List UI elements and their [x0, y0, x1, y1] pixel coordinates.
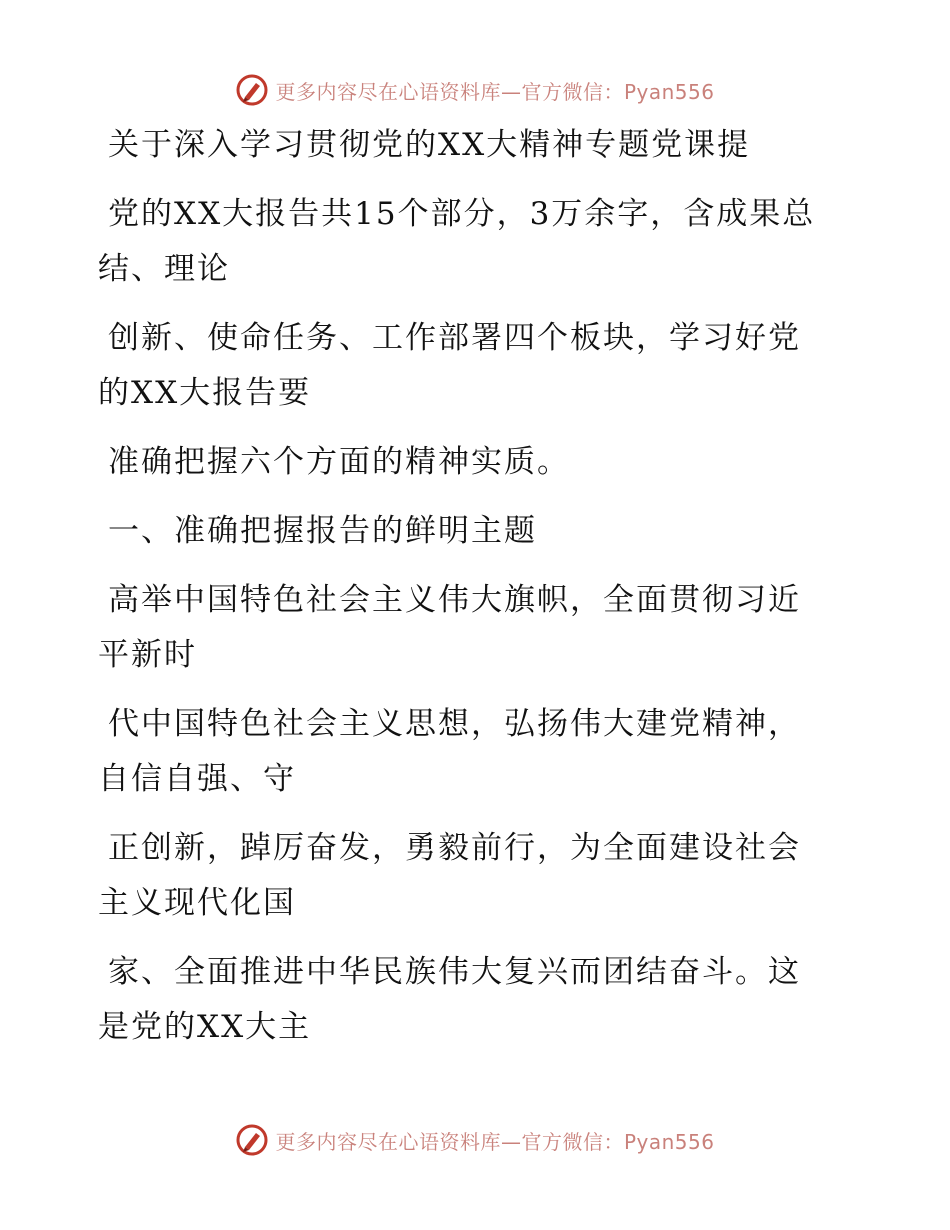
header-watermark — [0, 70, 950, 110]
paragraph-3 — [98, 435, 858, 490]
watermark-text: 更多内容尽在心语资料库—官方微信：Pyan556 — [275, 79, 715, 104]
paragraph-line: 家、全面推进中华民族伟大复兴而团结奋斗。这 — [108, 954, 801, 990]
paragraph-line: 平新时 — [98, 637, 197, 673]
paragraph-8 — [98, 945, 858, 1055]
paragraph-line: 的XX大报告要 — [98, 375, 312, 411]
footer-watermark — [0, 1120, 950, 1160]
paragraph-line: 创新、使命任务、工作部署四个板块，学习好党 — [108, 320, 801, 356]
paragraph-line: 正创新，踔厉奋发，勇毅前行，为全面建设社会 — [108, 830, 801, 866]
pen-logo-icon — [235, 73, 269, 107]
paragraph-line: 高举中国特色社会主义伟大旗帜，全面贯彻习近 — [108, 582, 801, 618]
paragraph-line: 代中国特色社会主义思想，弘扬伟大建党精神， — [108, 706, 801, 742]
paragraph-2 — [98, 311, 858, 421]
section-heading — [98, 504, 858, 559]
heading-text: 一、准确把握报告的鲜明主题 — [108, 513, 537, 549]
paragraph-line: 是党的XX大主 — [98, 1009, 312, 1045]
paragraph-line: 准确把握六个方面的精神实质。 — [108, 444, 570, 480]
paragraph-line: 自信自强、守 — [98, 761, 296, 797]
paragraph-5 — [98, 573, 858, 683]
paragraph-line: 结、理论 — [98, 251, 230, 287]
paragraph-line: 主义现代化国 — [98, 885, 296, 921]
paragraph-1 — [98, 187, 858, 297]
watermark-text: 更多内容尽在心语资料库—官方微信：Pyan556 — [275, 1129, 715, 1154]
document-body — [98, 118, 858, 1055]
paragraph-6 — [98, 697, 858, 807]
document-title — [98, 118, 858, 173]
paragraph-7 — [98, 821, 858, 931]
pen-logo-icon — [235, 1123, 269, 1157]
paragraph-line: 党的XX大报告共15个部分，3万余字，含成果总 — [108, 196, 816, 232]
title-text: 关于深入学习贯彻党的XX大精神专题党课提 — [108, 127, 751, 163]
